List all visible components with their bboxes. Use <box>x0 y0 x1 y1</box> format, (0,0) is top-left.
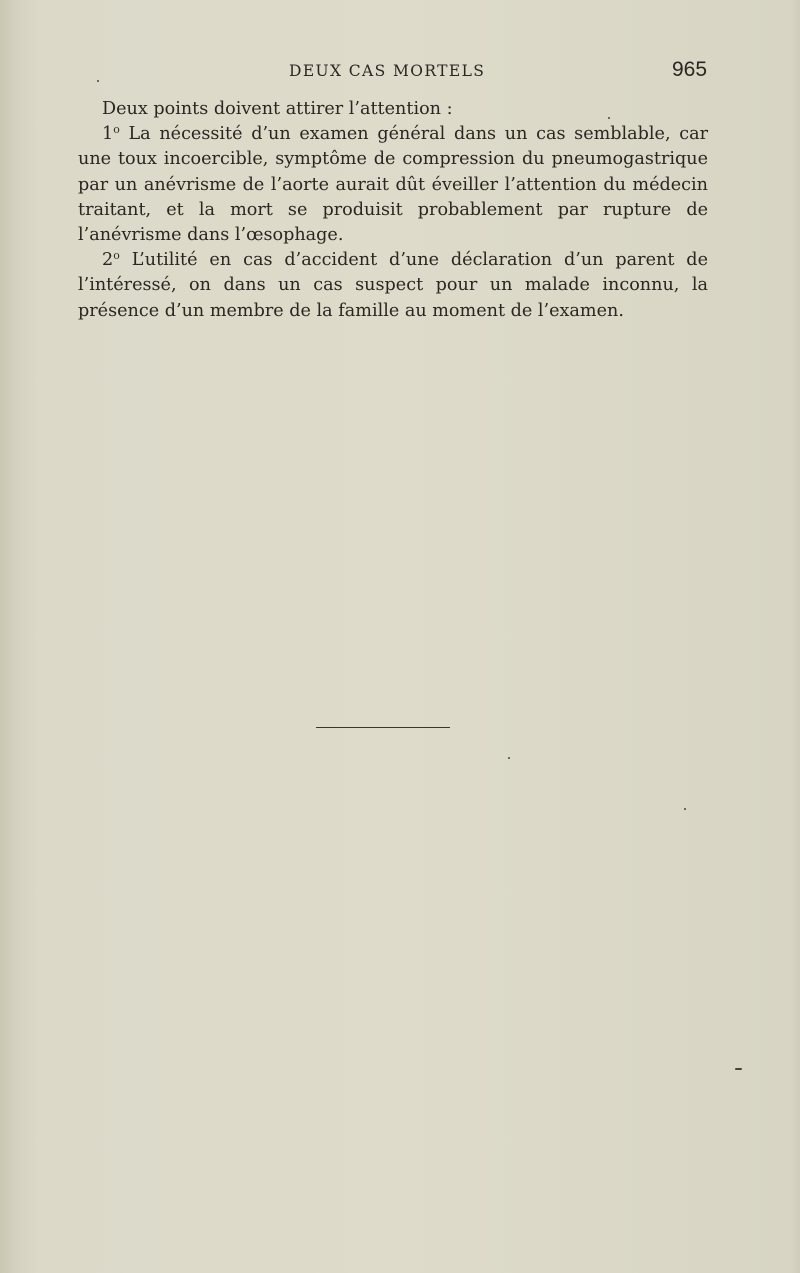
paper-speck <box>608 117 610 119</box>
running-header <box>0 58 800 88</box>
point-two-paragraph <box>78 248 708 324</box>
paper-speck <box>508 757 510 759</box>
paper-speck <box>684 808 686 810</box>
section-end-rule <box>316 727 450 728</box>
point-one-text: La nécessité d’un examen général dans un cas semblable, car une toux incoercible, symptôme de compression du pneumogastrique par un anévrisme de l’aorte aurait dût éveiller l’attention du médecin traitant, et la mort se produisit probablement par rupture de l’anévrisme dans l’œsophage. <box>78 124 708 246</box>
point-two-number: 2 <box>102 250 114 271</box>
running-title: DEUX CAS MORTELS <box>289 62 486 80</box>
point-two-text: L’utilité en cas d’accident d’une déclaration d’un parent de l’intéressé, on dans un cas suspect pour un malade inconnu, la présence d’un membre de la famille au moment de l’examen. <box>78 250 708 321</box>
point-one-paragraph <box>78 122 708 248</box>
point-two-ordinal-mark: o <box>113 249 120 263</box>
point-one-ordinal-mark: o <box>113 123 120 137</box>
point-one-number: 1 <box>102 124 114 145</box>
body-text <box>78 97 708 324</box>
paper-speck <box>735 1068 742 1070</box>
page-number: 965 <box>672 58 708 81</box>
paper-speck <box>97 80 99 82</box>
intro-paragraph: Deux points doivent attirer l’attention : <box>102 99 453 119</box>
